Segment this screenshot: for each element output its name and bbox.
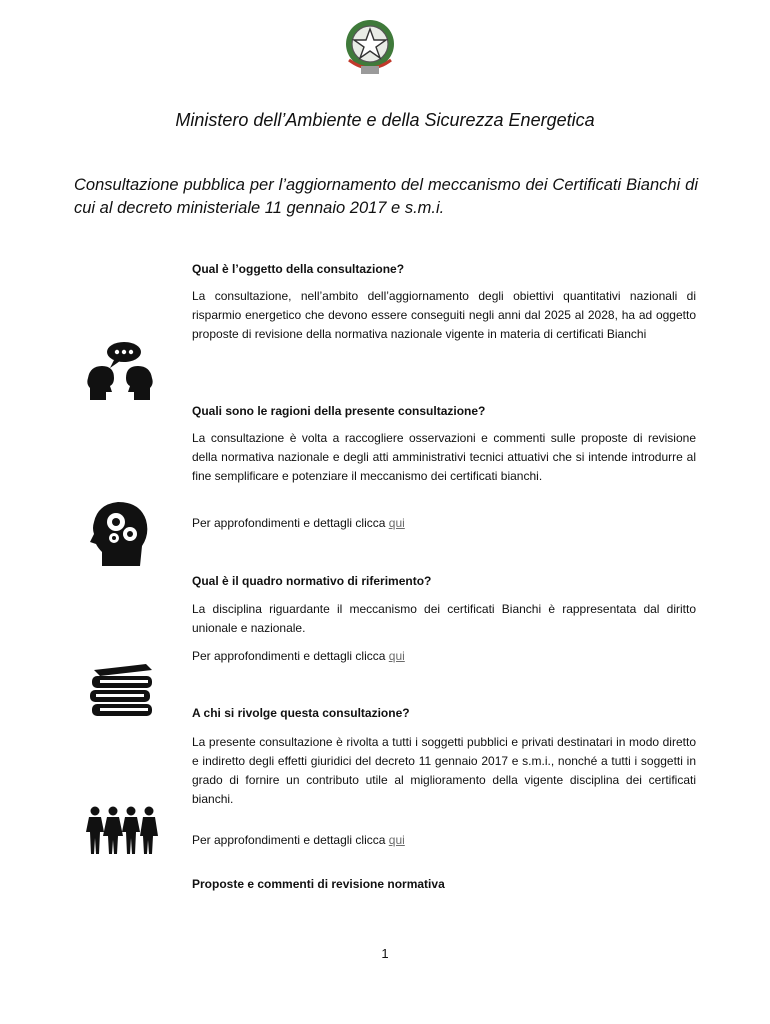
details-link[interactable]: qui (388, 833, 405, 847)
question-heading: Qual è il quadro normativo di riferimento? (192, 574, 432, 588)
section-heading: Proposte e commenti di revisione normativa (192, 877, 445, 891)
ministry-title: Ministero dell’Ambiente e della Sicurezza Energetica (175, 110, 595, 130)
head-gears-icon (88, 498, 150, 566)
details-text: Per approfondimenti e dettagli clicca (192, 516, 389, 530)
details-line (192, 649, 405, 663)
answer-paragraph: La presente consultazione è rivolta a tutti i soggetti pubblici e privati destinatari in modo diretto e indiretto degli effetti giuridici del decreto 11 gennaio 2017 e s.m.i., nonché a tutti i soggetti in grado di fornire un contributo utile al miglioramento della vigente disciplina dei certificati bianchi. (192, 735, 696, 806)
details-text: Per approfondimenti e dettagli clicca (192, 649, 389, 663)
dialogue-heads-icon (84, 340, 156, 402)
details-link[interactable]: qui (388, 516, 405, 530)
books-icon (88, 662, 154, 722)
answer-paragraph: La consultazione è volta a raccogliere osservazioni e commenti sulle proposte di revisione della normativa nazionale e degli atti amministrativi tecnici attuativi che si intende introdurre al fine semplificare e potenziare il meccanismo dei certificati bianchi. (192, 431, 696, 483)
question-heading: Qual è l’oggetto della consultazione? (192, 262, 405, 276)
answer-paragraph: La disciplina riguardante il meccanismo dei certificati Bianchi è rappresentata dal diritto unionale e nazionale. (192, 602, 696, 635)
page-title: Consultazione pubblica per l’aggiornamento del meccanismo dei Certificati Bianchi di cui al decreto ministeriale 11 gennaio 2017 e s.m.i. (74, 176, 698, 217)
answer-paragraph: La consultazione, nell’ambito dell’aggiornamento degli obiettivi quantitativi nazionali di risparmio energetico che devono essere conseguiti negli anni dal 2025 al 2028, ha ad oggetto proposte di revisione della normativa nazionale vigente in materia di certificati Bianchi (192, 289, 696, 341)
details-link[interactable]: qui (388, 649, 405, 663)
details-line (192, 516, 405, 530)
people-group-icon (86, 806, 158, 854)
details-line (192, 833, 405, 847)
page-number: 1 (381, 946, 389, 961)
details-text: Per approfondimenti e dettagli clicca (192, 833, 389, 847)
italian-republic-emblem (341, 16, 399, 78)
question-heading: Quali sono le ragioni della presente consultazione? (192, 404, 486, 418)
question-heading: A chi si rivolge questa consultazione? (192, 706, 410, 720)
